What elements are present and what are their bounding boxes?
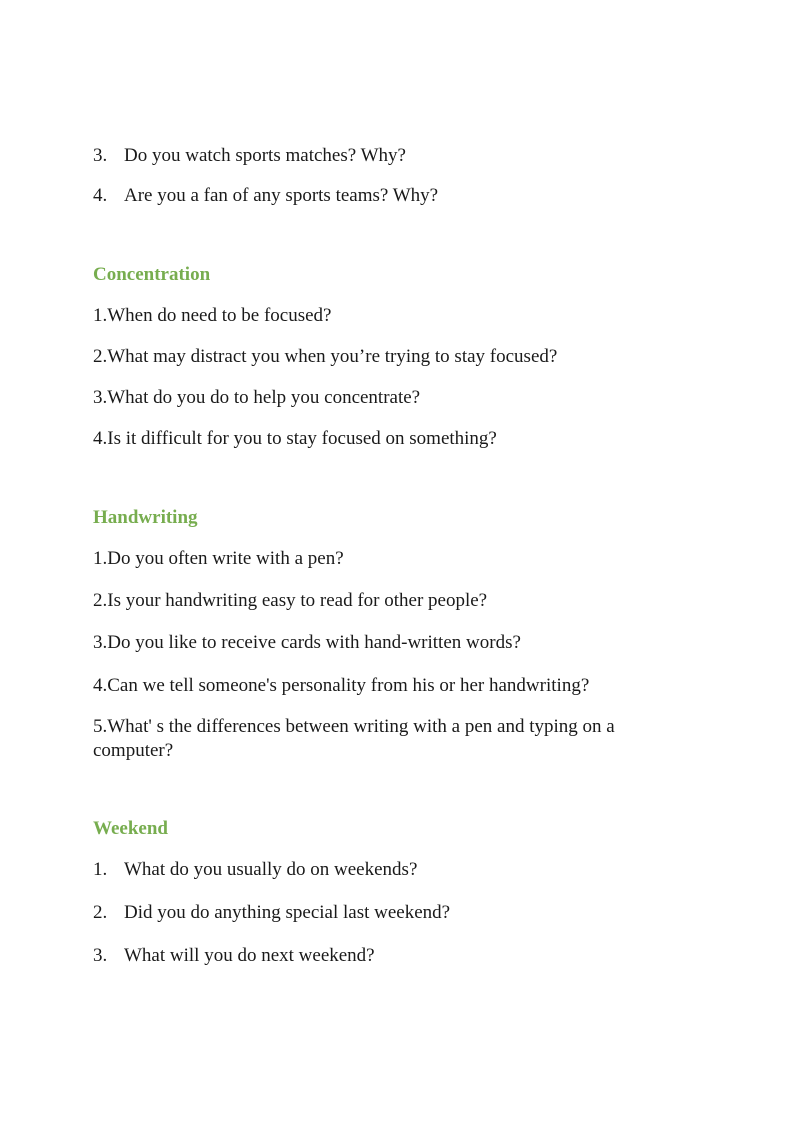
list-item-number: 3. — [93, 145, 108, 166]
list-item — [93, 944, 375, 968]
list-item-number: 4. — [93, 185, 108, 206]
section-heading-concentration: Concentration — [93, 264, 211, 285]
list-item: 4.Can we tell someone's personality from his or her handwriting? — [93, 675, 590, 696]
list-item-number: 1. — [93, 859, 108, 880]
list-item — [93, 858, 417, 882]
list-item: 2.What may distract you when you’re trying to stay focused? — [93, 346, 558, 367]
list-item-text: What will you do next weekend? — [124, 945, 375, 966]
list-item: 1.Do you often write with a pen? — [93, 548, 344, 569]
list-item-text: Did you do anything special last weekend? — [124, 902, 451, 923]
list-item: 3.What do you do to help you concentrate? — [93, 387, 421, 408]
list-item — [93, 144, 406, 168]
list-item: 3.Do you like to receive cards with hand-written words? — [93, 632, 521, 653]
section-heading-weekend: Weekend — [93, 818, 168, 839]
list-item-text: What do you usually do on weekends? — [124, 859, 418, 880]
list-item-text: Are you a fan of any sports teams? Why? — [124, 185, 439, 206]
section-heading-handwriting: Handwriting — [93, 507, 198, 528]
list-item: 1.When do need to be focused? — [93, 305, 332, 326]
list-item-number: 3. — [93, 945, 108, 966]
list-item-text: Do you watch sports matches? Why? — [124, 145, 406, 166]
list-item: 4.Is it difficult for you to stay focused on something? — [93, 428, 497, 449]
list-item — [93, 184, 438, 208]
list-item-number: 2. — [93, 902, 108, 923]
list-item: 5.What' s the differences between writing with a pen and typing on a computer? — [93, 716, 615, 761]
list-item: 2.Is your handwriting easy to read for other people? — [93, 590, 488, 611]
list-item — [93, 901, 450, 925]
